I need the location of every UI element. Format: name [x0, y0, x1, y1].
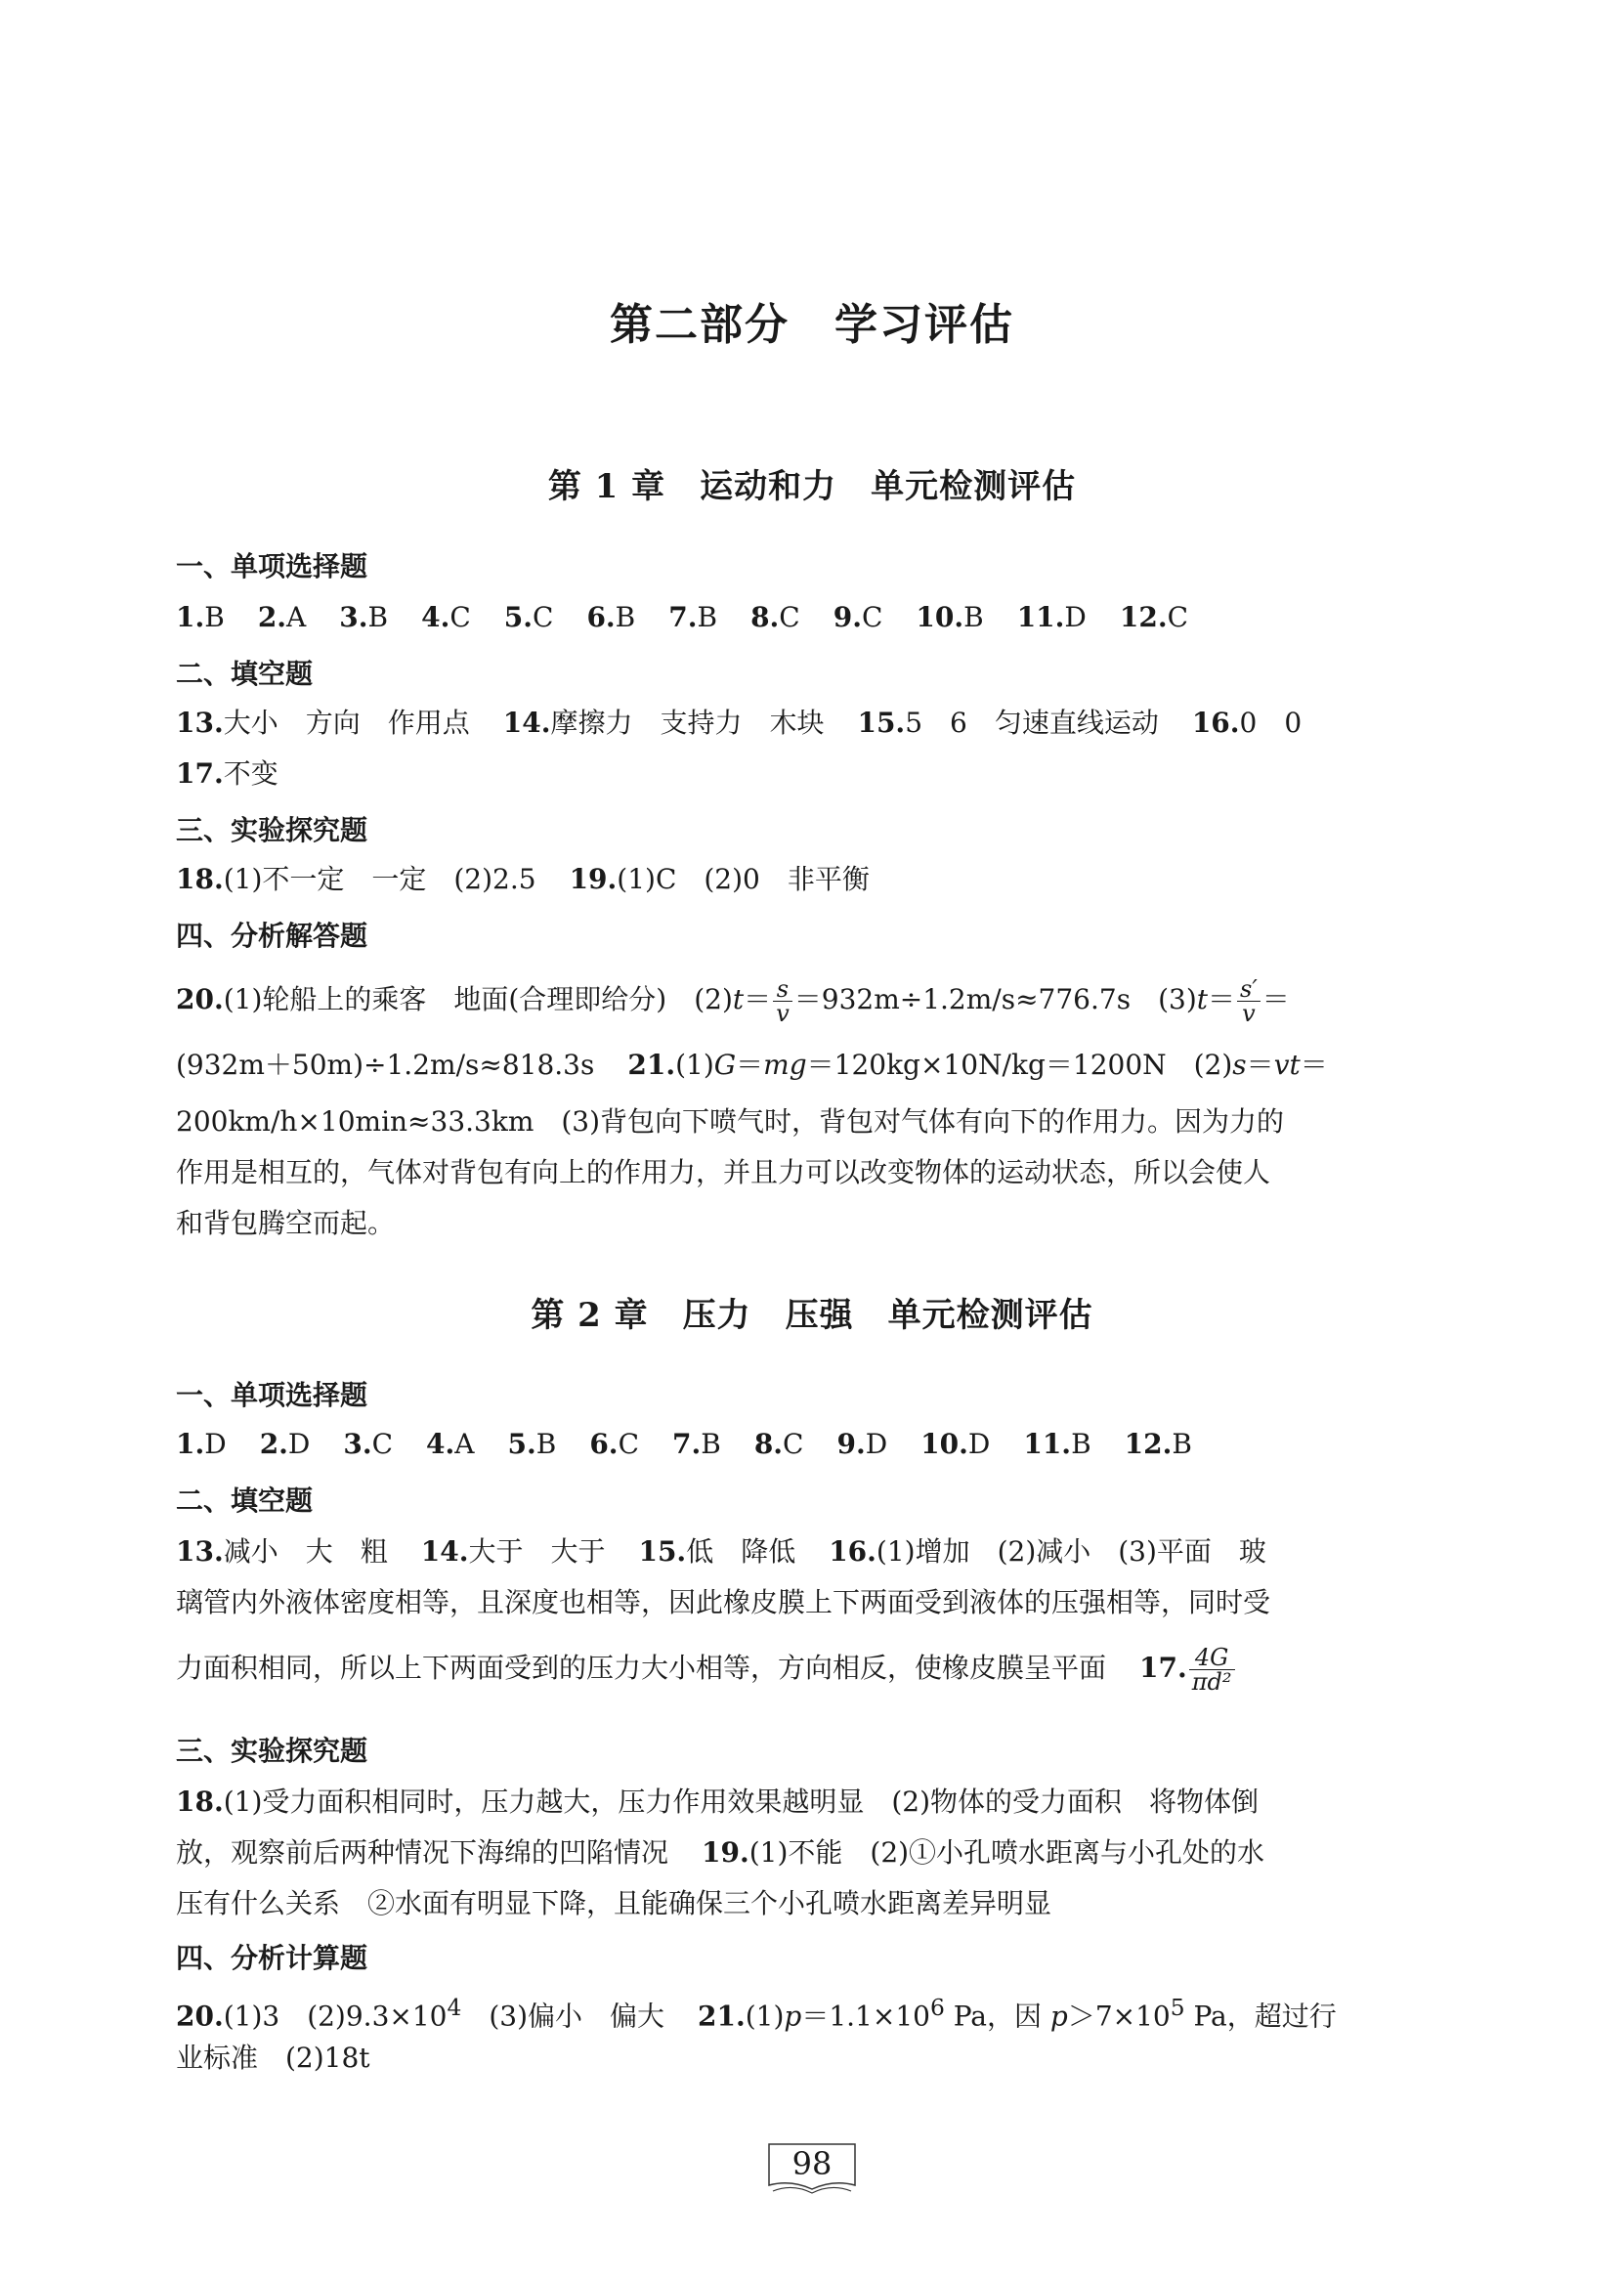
choice-number: 9.: [833, 601, 862, 633]
chapter-2-title: 第 2 章 压力 压强 单元检测评估: [531, 1296, 1093, 1335]
choice-answer: C: [783, 1428, 804, 1460]
choice-number: 10.: [920, 1428, 968, 1460]
choice-answer: B: [615, 601, 636, 633]
ch1-section-single-choice: 一、单项选择题: [176, 550, 368, 582]
choice-answer: D: [287, 1428, 311, 1460]
fraction-s-prime-over-v: $\frac{s'}{v}$: [1237, 977, 1261, 1025]
ch1-analysis-line3: 200km/h×10min≈33.3km (3)背包向下喷气时，背包对气体有向下的作用力。因为力的: [176, 1105, 1285, 1138]
ch2-experiment-line3: 压有什么关系 ②水面有明显下降，且能确保三个小孔喷水距离差异明显: [176, 1887, 1052, 1919]
ch1-section-analysis: 四、分析解答题: [176, 920, 368, 952]
ch2-section-experiment: 三、实验探究题: [176, 1735, 368, 1767]
ch1-fill-answers-line1: 13.大小 方向 作用点 14.摩擦力 支持力 木块 15.5 6 匀速直线运动 16.0 0: [176, 707, 1303, 739]
choice-answer: B: [1071, 1428, 1091, 1460]
choice-answer: C: [449, 601, 471, 633]
choice-number: 6.: [586, 601, 616, 633]
choice-answer: C: [1167, 601, 1189, 633]
choice-answer: B: [701, 1428, 721, 1460]
choice-answer: D: [1064, 601, 1087, 633]
choice-number: 2.: [259, 1428, 288, 1460]
ch2-analysis-line2: 业标准 (2)18t: [176, 2042, 370, 2074]
ch2-experiment-line2: 放，观察前后两种情况下海绵的凹陷情况 19.(1)不能 (2)①小孔喷水距离与小孔处的水: [176, 1836, 1265, 1869]
ch2-choice-answers: [176, 1425, 1466, 1464]
choice-number: 2.: [257, 601, 287, 633]
chapter-1-title: 第 1 章 运动和力 单元检测评估: [547, 467, 1077, 506]
ch1-fill-answers-line2: 17.不变: [176, 757, 278, 790]
choice-answer: B: [697, 601, 718, 633]
choice-answer: B: [1172, 1428, 1192, 1460]
choice-answer: C: [861, 601, 883, 633]
choice-number: 10.: [916, 601, 964, 633]
choice-number: 11.: [1023, 1428, 1072, 1460]
choice-answer: B: [963, 601, 984, 633]
ch2-fill-answers-line1: 13.减小 大 粗 14.大于 大于 15.低 降低 16.(1)增加 (2)减小 (3)平面 玻: [176, 1535, 1266, 1568]
choice-answer: D: [204, 1428, 227, 1460]
ch2-fill-answers-line2: 璃管内外液体密度相等，且深度也相等，因此橡皮膜上下两面受到液体的压强相等，同时受: [176, 1586, 1271, 1618]
choice-number: 12.: [1124, 1428, 1173, 1460]
choice-answer: B: [367, 601, 389, 633]
ch1-experiment-answers: 18.(1)不一定 一定 (2)2.5 19.(1)C (2)0 非平衡: [176, 863, 870, 895]
part-title: 第二部分 学习评估: [610, 300, 1014, 350]
ch1-analysis-line2: (932m＋50m)÷1.2m/s≈818.3s 21.(1)G＝mg＝120kg×10N/kg＝1200N (2)s＝vt＝: [176, 1049, 1328, 1081]
ch1-section-experiment: 三、实验探究题: [176, 814, 368, 846]
choice-number: 6.: [589, 1428, 619, 1460]
choice-number: 4.: [426, 1428, 455, 1460]
choice-answer: B: [204, 601, 225, 633]
choice-number: 8.: [750, 601, 780, 633]
fraction-4g-over-pi-d-squared: $\frac{4G}{\text{πd²}}$: [1189, 1646, 1235, 1694]
ch1-analysis-line1: 20.(1)轮船上的乘客 地面(合理即给分) (2)t＝ $\frac{s}{v}$ ＝932m÷1.2m/s≈776.7s (3)t＝ $\frac{s'}{v}$ ＝: [176, 975, 1290, 1027]
choice-number: 9.: [836, 1428, 866, 1460]
choice-number: 7.: [668, 601, 698, 633]
choice-answer: C: [371, 1428, 394, 1460]
choice-number: 3.: [339, 601, 368, 633]
choice-number: 7.: [672, 1428, 702, 1460]
ch2-section-fill-blank: 二、填空题: [176, 1485, 314, 1517]
page-number-text: 98: [791, 2145, 833, 2182]
choice-answer: C: [618, 1428, 639, 1460]
choice-answer: D: [967, 1428, 991, 1460]
page-number: [763, 2140, 861, 2199]
ch2-experiment-line1: 18.(1)受力面积相同时，压力越大，压力作用效果越明显 (2)物体的受力面积 将物体倒: [176, 1786, 1260, 1818]
choice-answer: D: [865, 1428, 888, 1460]
choice-number: 1.: [176, 1428, 205, 1460]
ch2-analysis-line1: 20.(1)3 $(2)9.3\times 10^4$ (3)偏小 偏大 $21.(1)p=1.1\times 10^6$ Pa，因 $p>7\times 10^5$ Pa，超过行: [176, 1994, 1337, 2033]
choice-number: 4.: [421, 601, 450, 633]
choice-answer: C: [533, 601, 554, 633]
choice-answer: A: [454, 1428, 475, 1460]
choice-number: 5.: [503, 601, 533, 633]
choice-number: 11.: [1016, 601, 1065, 633]
ch2-fill-answers-line3: 力面积相同，所以上下两面受到的压力大小相等，方向相反，使橡皮膜呈平面 17. $\frac{4G}{\text{πd²}}$: [176, 1646, 1466, 1694]
fraction-s-over-v: $\frac{s}{v}$: [773, 977, 792, 1025]
choice-number: 3.: [343, 1428, 372, 1460]
choice-number: 1.: [176, 601, 205, 633]
choice-number: 8.: [753, 1428, 784, 1460]
choice-answer: B: [535, 1428, 557, 1460]
choice-number: 12.: [1119, 601, 1168, 633]
ch2-section-analysis: 四、分析计算题: [176, 1942, 368, 1974]
ch1-analysis-line5: 和背包腾空而起。: [176, 1207, 396, 1239]
choice-answer: C: [779, 601, 800, 633]
choice-number: 5.: [507, 1428, 536, 1460]
ch2-section-single-choice: 一、单项选择题: [176, 1379, 368, 1411]
choice-answer: A: [286, 601, 307, 633]
ch1-section-fill-blank: 二、填空题: [176, 658, 314, 690]
ch1-choice-answers: [176, 598, 1466, 637]
ch1-analysis-line4: 作用是相互的，气体对背包有向上的作用力，并且力可以改变物体的运动状态，所以会使人: [176, 1156, 1271, 1188]
